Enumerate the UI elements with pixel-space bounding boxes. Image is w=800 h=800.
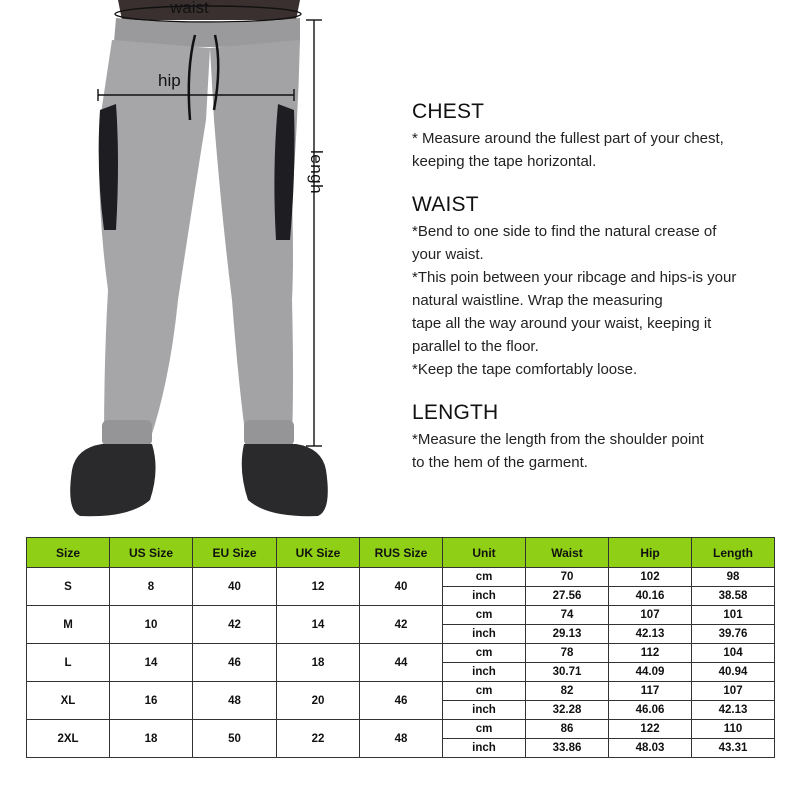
unit-cell: cm [443,644,526,663]
waist-line: *Bend to one side to find the natural crease of [412,223,717,240]
size-chart-table [26,537,775,758]
length-label: lengh [307,150,326,195]
waist-line: natural waistline. Wrap the measuring [412,292,663,309]
length-cell: 38.58 [692,587,775,606]
uk-size-cell: 20 [277,682,360,720]
length-cell: 42.13 [692,701,775,720]
length-cell: 101 [692,606,775,625]
length-title: LENGTH [412,401,499,424]
waist-cell: 78 [526,644,609,663]
eu-size-cell: 42 [193,606,277,644]
uk-size-cell: 12 [277,568,360,606]
column-header: EU Size [193,538,277,568]
waist-cell: 74 [526,606,609,625]
length-cell: 40.94 [692,663,775,682]
us-size-cell: 14 [110,644,193,682]
eu-size-cell: 40 [193,568,277,606]
table-row [27,644,775,663]
uk-size-cell: 22 [277,720,360,758]
waist-cell: 82 [526,682,609,701]
right-shoe [242,444,328,516]
waist-line: parallel to the floor. [412,338,539,355]
us-size-cell: 10 [110,606,193,644]
column-header: UK Size [277,538,360,568]
waist-cell: 32.28 [526,701,609,720]
right-side-panel [274,104,294,240]
chest-section [412,100,792,173]
unit-cell: inch [443,701,526,720]
size-cell: 2XL [27,720,110,758]
table-row [27,720,775,739]
length-line: *Measure the length from the shoulder point [412,431,704,448]
waist-label: waist [170,0,209,17]
waist-cell: 70 [526,568,609,587]
column-header: Size [27,538,110,568]
unit-cell: inch [443,663,526,682]
unit-cell: cm [443,606,526,625]
column-header: Unit [443,538,526,568]
length-section [412,401,792,474]
column-header: Length [692,538,775,568]
waist-line: *Keep the tape comfortably loose. [412,361,638,378]
hip-cell: 117 [609,682,692,701]
table-row [27,606,775,625]
hip-cell: 46.06 [609,701,692,720]
table-row [27,682,775,701]
unit-cell: cm [443,720,526,739]
waist-line: tape all the way around your waist, keeping it [412,315,712,332]
column-header: US Size [110,538,193,568]
column-header: Waist [526,538,609,568]
length-cell: 110 [692,720,775,739]
size-cell: S [27,568,110,606]
size-cell: M [27,606,110,644]
eu-size-cell: 46 [193,644,277,682]
waist-cell: 30.71 [526,663,609,682]
pants-figure-svg [0,0,400,525]
hip-cell: 48.03 [609,739,692,758]
length-cell: 43.31 [692,739,775,758]
us-size-cell: 16 [110,682,193,720]
us-size-cell: 8 [110,568,193,606]
hip-cell: 112 [609,644,692,663]
rus-size-cell: 48 [360,720,443,758]
rus-size-cell: 42 [360,606,443,644]
hip-cell: 102 [609,568,692,587]
column-header: RUS Size [360,538,443,568]
rus-size-cell: 46 [360,682,443,720]
waist-line: your waist. [412,246,484,263]
table-row [27,568,775,587]
waist-line: *This poin between your ribcage and hips-is your [412,269,737,286]
left-cuff [102,420,152,446]
us-size-cell: 18 [110,720,193,758]
waist-cell: 33.86 [526,739,609,758]
size-cell: L [27,644,110,682]
rus-size-cell: 40 [360,568,443,606]
hip-cell: 42.13 [609,625,692,644]
unit-cell: inch [443,739,526,758]
unit-cell: cm [443,568,526,587]
hip-cell: 122 [609,720,692,739]
waist-cell: 86 [526,720,609,739]
pants-illustration [0,0,400,525]
rus-size-cell: 44 [360,644,443,682]
size-cell: XL [27,682,110,720]
length-cell: 98 [692,568,775,587]
hip-label: hip [158,71,181,90]
column-header: Hip [609,538,692,568]
unit-cell: inch [443,587,526,606]
waist-cell: 29.13 [526,625,609,644]
left-leg-shape [99,40,210,440]
left-shoe [70,444,155,516]
chest-title: CHEST [412,100,485,123]
hip-cell: 44.09 [609,663,692,682]
uk-size-cell: 14 [277,606,360,644]
unit-cell: inch [443,625,526,644]
table-header-row [27,538,775,568]
chest-line: * Measure around the fullest part of your chest, [412,130,724,147]
length-line: to the hem of the garment. [412,454,588,471]
length-cell: 104 [692,644,775,663]
hip-cell: 40.16 [609,587,692,606]
torso-shape [118,0,300,20]
length-cell: 107 [692,682,775,701]
length-cell: 39.76 [692,625,775,644]
waist-cell: 27.56 [526,587,609,606]
hip-cell: 107 [609,606,692,625]
measurement-instructions [412,100,792,494]
uk-size-cell: 18 [277,644,360,682]
waist-section [412,193,792,381]
chest-line: keeping the tape horizontal. [412,153,597,170]
unit-cell: cm [443,682,526,701]
eu-size-cell: 48 [193,682,277,720]
waist-title: WAIST [412,193,479,216]
right-cuff [244,420,294,446]
eu-size-cell: 50 [193,720,277,758]
